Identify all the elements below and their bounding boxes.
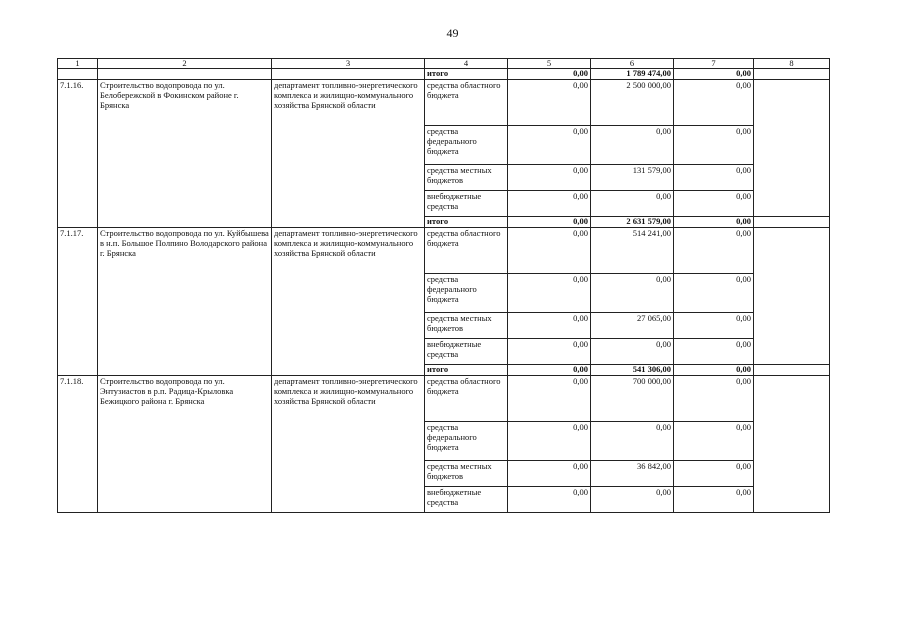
total-label: итого bbox=[425, 217, 508, 228]
value-c5: 0,00 bbox=[508, 191, 591, 217]
project-id: 7.1.16. bbox=[58, 80, 98, 228]
empty-cell bbox=[754, 217, 830, 228]
header-col-6: 6 bbox=[591, 59, 674, 69]
project-department: департамент топливно-энергетического комплекса и жилищно-коммунального хозяйства Брянской области bbox=[272, 376, 425, 513]
header-row bbox=[58, 59, 830, 69]
project-name: Строительство водопровода по ул. Энтузиастов в р.п. Радица-Крыловка Бежицкого района г. Брянска bbox=[98, 376, 272, 513]
total-c7: 0,00 bbox=[674, 365, 754, 376]
header-col-3: 3 bbox=[272, 59, 425, 69]
value-c7: 0,00 bbox=[674, 274, 754, 313]
header-col-7: 7 bbox=[674, 59, 754, 69]
value-c7: 0,00 bbox=[674, 422, 754, 461]
value-c7: 0,00 bbox=[674, 313, 754, 339]
value-c5: 0,00 bbox=[508, 274, 591, 313]
empty-cell bbox=[58, 69, 98, 80]
value-c8 bbox=[754, 228, 830, 365]
value-c8 bbox=[754, 376, 830, 513]
total-c6: 1 789 474,00 bbox=[591, 69, 674, 80]
total-row bbox=[58, 69, 830, 80]
value-c7: 0,00 bbox=[674, 487, 754, 513]
project-department: департамент топливно-энергетического комплекса и жилищно-коммунального хозяйства Брянской области bbox=[272, 80, 425, 228]
total-c6: 2 631 579,00 bbox=[591, 217, 674, 228]
total-c5: 0,00 bbox=[508, 365, 591, 376]
value-c6: 0,00 bbox=[591, 126, 674, 165]
value-c5: 0,00 bbox=[508, 228, 591, 274]
table-row bbox=[58, 376, 830, 422]
total-c5: 0,00 bbox=[508, 217, 591, 228]
header-col-4: 4 bbox=[425, 59, 508, 69]
funding-source: средства местных бюджетов bbox=[425, 313, 508, 339]
value-c5: 0,00 bbox=[508, 376, 591, 422]
value-c6: 0,00 bbox=[591, 422, 674, 461]
funding-source: внебюджетные средства bbox=[425, 487, 508, 513]
value-c6: 700 000,00 bbox=[591, 376, 674, 422]
empty-cell bbox=[272, 69, 425, 80]
value-c5: 0,00 bbox=[508, 487, 591, 513]
value-c5: 0,00 bbox=[508, 339, 591, 365]
project-name: Строительство водопровода по ул. Куйбышева в н.п. Большое Полпино Володарского района г. Брянска bbox=[98, 228, 272, 376]
value-c5: 0,00 bbox=[508, 126, 591, 165]
value-c6: 0,00 bbox=[591, 274, 674, 313]
table-row bbox=[58, 228, 830, 274]
value-c6: 0,00 bbox=[591, 487, 674, 513]
project-department: департамент топливно-энергетического комплекса и жилищно-коммунального хозяйства Брянской области bbox=[272, 228, 425, 376]
value-c7: 0,00 bbox=[674, 191, 754, 217]
value-c5: 0,00 bbox=[508, 80, 591, 126]
value-c7: 0,00 bbox=[674, 461, 754, 487]
total-c7: 0,00 bbox=[674, 69, 754, 80]
funding-source: средства областного бюджета bbox=[425, 228, 508, 274]
value-c6: 131 579,00 bbox=[591, 165, 674, 191]
header-col-2: 2 bbox=[98, 59, 272, 69]
funding-source: средства федерального бюджета bbox=[425, 274, 508, 313]
value-c7: 0,00 bbox=[674, 228, 754, 274]
total-c7: 0,00 bbox=[674, 217, 754, 228]
header-col-1: 1 bbox=[58, 59, 98, 69]
header-col-8: 8 bbox=[754, 59, 830, 69]
empty-cell bbox=[754, 69, 830, 80]
project-name: Строительство водопровода по ул. Белобережской в Фокинском районе г. Брянска bbox=[98, 80, 272, 228]
value-c7: 0,00 bbox=[674, 376, 754, 422]
value-c6: 27 065,00 bbox=[591, 313, 674, 339]
funding-source: средства федерального бюджета bbox=[425, 126, 508, 165]
value-c6: 514 241,00 bbox=[591, 228, 674, 274]
value-c8 bbox=[754, 80, 830, 217]
funding-source: средства областного бюджета bbox=[425, 80, 508, 126]
funding-source: внебюджетные средства bbox=[425, 191, 508, 217]
page-number: 49 bbox=[446, 26, 459, 40]
budget-table bbox=[57, 58, 830, 513]
value-c7: 0,00 bbox=[674, 126, 754, 165]
value-c6: 0,00 bbox=[591, 191, 674, 217]
value-c5: 0,00 bbox=[508, 313, 591, 339]
value-c5: 0,00 bbox=[508, 422, 591, 461]
funding-source: средства местных бюджетов bbox=[425, 461, 508, 487]
header-col-5: 5 bbox=[508, 59, 591, 69]
value-c7: 0,00 bbox=[674, 165, 754, 191]
value-c6: 36 842,00 bbox=[591, 461, 674, 487]
total-label: итого bbox=[425, 69, 508, 80]
total-label: итого bbox=[425, 365, 508, 376]
value-c5: 0,00 bbox=[508, 165, 591, 191]
value-c7: 0,00 bbox=[674, 339, 754, 365]
value-c6: 2 500 000,00 bbox=[591, 80, 674, 126]
project-id: 7.1.18. bbox=[58, 376, 98, 513]
total-c5: 0,00 bbox=[508, 69, 591, 80]
value-c6: 0,00 bbox=[591, 339, 674, 365]
funding-source: внебюджетные средства bbox=[425, 339, 508, 365]
total-c6: 541 306,00 bbox=[591, 365, 674, 376]
empty-cell bbox=[98, 69, 272, 80]
project-id: 7.1.17. bbox=[58, 228, 98, 376]
value-c5: 0,00 bbox=[508, 461, 591, 487]
empty-cell bbox=[754, 365, 830, 376]
funding-source: средства местных бюджетов bbox=[425, 165, 508, 191]
funding-source: средства областного бюджета bbox=[425, 376, 508, 422]
funding-source: средства федерального бюджета bbox=[425, 422, 508, 461]
value-c7: 0,00 bbox=[674, 80, 754, 126]
table-row bbox=[58, 80, 830, 126]
